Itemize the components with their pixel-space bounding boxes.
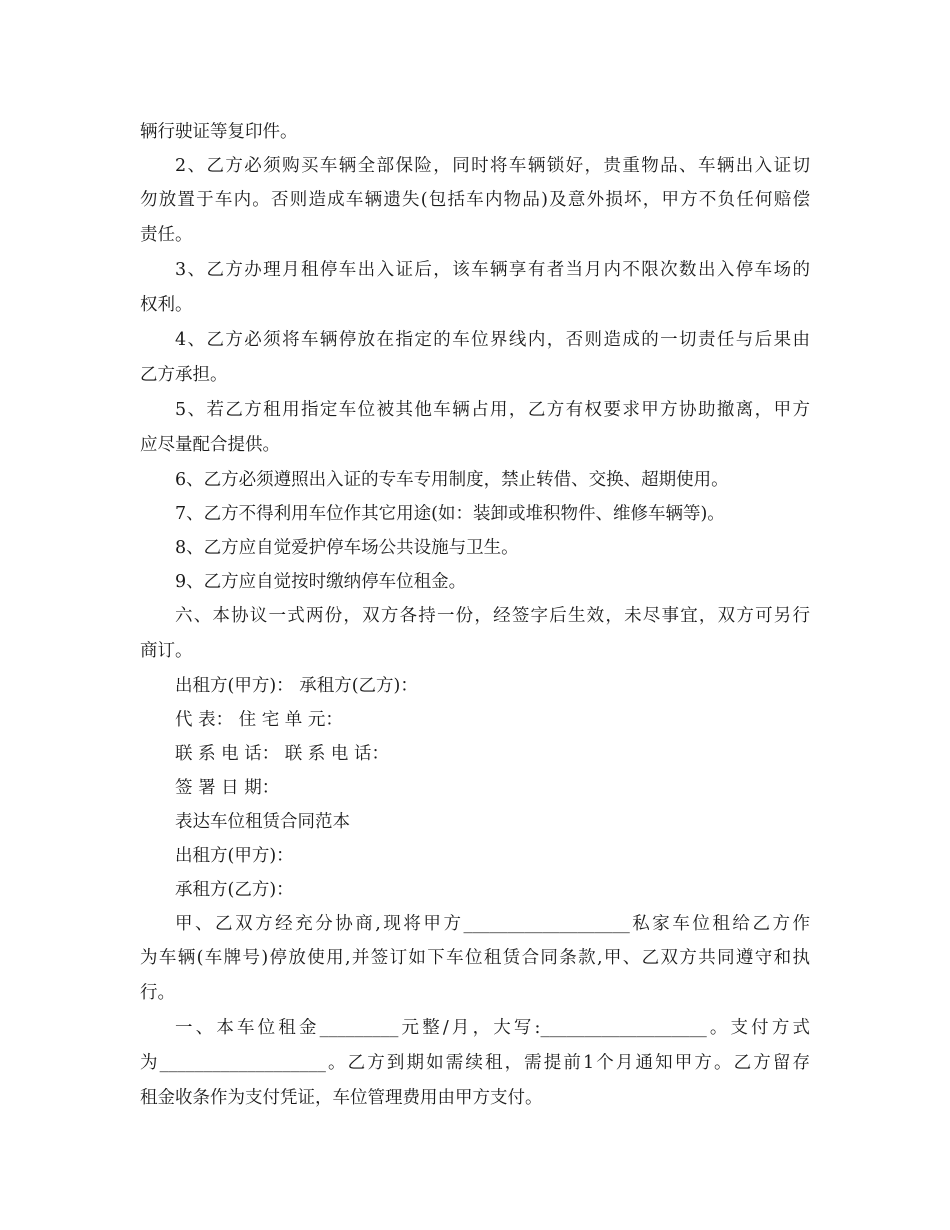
text-line: 行。	[140, 983, 175, 1003]
text-line: 一、本车位租金_________元整/月，大写:___________________。支付方式	[175, 1018, 810, 1038]
signature-representative: 代 表： 住 宅 单 元：	[175, 710, 343, 730]
text-line: 租金收条作为支付凭证，车位管理费用由甲方支付。	[140, 1088, 543, 1108]
text-line: 商订。	[140, 641, 193, 661]
text-line: 权利。	[140, 295, 193, 315]
text-line: 6、乙方必须遵照出入证的专车专用制度，禁止转借、交换、超期使用。	[175, 470, 729, 490]
text-line: 乙方承担。	[140, 365, 228, 385]
text-line: 4、乙方必须将车辆停放在指定的车位界线内，否则造成的一切责任与后果由	[175, 330, 810, 350]
section-title: 表达车位租赁合同范本	[175, 812, 350, 832]
text-line: 甲、乙双方经充分协商,现将甲方___________________私家车位租给乙方作	[175, 914, 810, 934]
signature-date: 签 署 日 期：	[175, 778, 280, 798]
text-line: 责任。	[140, 225, 193, 245]
text-line: 5、若乙方租用指定车位被其他车辆占用，乙方有权要求甲方协助撤离，甲方	[175, 400, 810, 420]
text-line: 为___________________。乙方到期如需续租，需提前1个月通知甲方。乙方留存	[140, 1053, 810, 1073]
text-line: 9、乙方应自觉按时缴纳停车位租金。	[175, 572, 467, 592]
text-line: 7、乙方不得利用车位作其它用途(如：装卸或堆积物件、维修车辆等)。	[175, 504, 725, 524]
signature-parties: 出租方(甲方)： 承租方(乙方)：	[175, 676, 418, 696]
text-line: 勿放置于车内。否则造成车辆遗失(包括车内物品)及意外损坏，甲方不负任何赔偿	[140, 190, 810, 210]
lessee-label: 承租方(乙方)：	[175, 880, 294, 900]
text-line: 8、乙方应自觉爱护停车场公共设施与卫生。	[175, 538, 519, 558]
text-line: 为车辆(车牌号)停放使用,并签订如下车位租赁合同条款,甲、乙双方共同遵守和执	[140, 948, 810, 968]
lessor-label: 出租方(甲方)：	[175, 846, 294, 866]
text-line: 应尽量配合提供。	[140, 435, 280, 455]
text-line: 辆行驶证等复印件。	[140, 122, 298, 142]
signature-phone: 联 系 电 话： 联 系 电 话：	[175, 744, 389, 764]
text-line: 2、乙方必须购买车辆全部保险，同时将车辆锁好，贵重物品、车辆出入证切	[175, 156, 810, 176]
text-line: 3、乙方办理月租停车出入证后，该车辆享有者当月内不限次数出入停车场的	[175, 260, 810, 280]
text-line: 六、本协议一式两份，双方各持一份，经签字后生效，未尽事宜，双方可另行	[175, 606, 810, 626]
